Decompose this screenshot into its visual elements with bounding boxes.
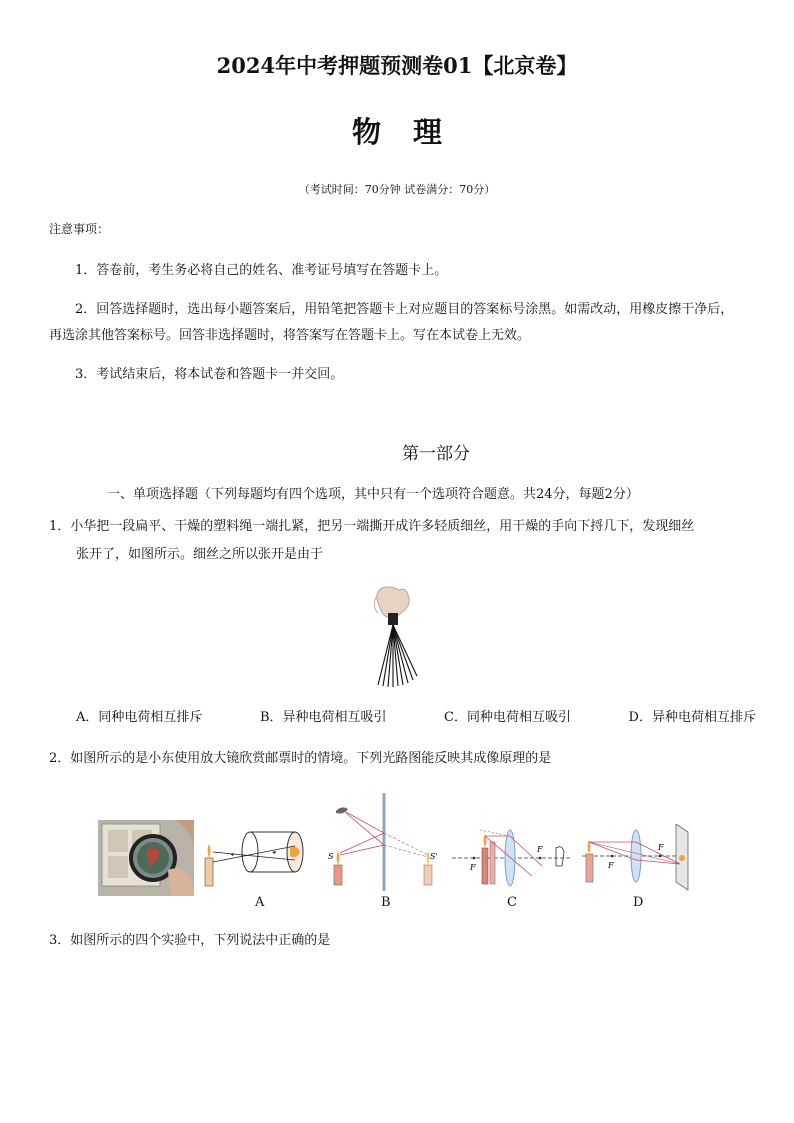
mark-s-prime: S'	[430, 852, 438, 861]
mark-f-left: F	[470, 863, 476, 872]
question-3	[49, 927, 749, 955]
exam-info: （考试时间：70分钟 试卷满分：70分）	[298, 183, 496, 196]
note-item: 3．考试结束后，将本试卷和答题卡一并交回。	[75, 367, 344, 382]
subject-title: 物理	[351, 115, 474, 149]
option-b[interactable]: B．异种电荷相互吸引	[259, 710, 387, 725]
question-number: 3．	[49, 933, 71, 948]
diagram-d-projection	[582, 824, 694, 892]
question-number: 1．	[49, 519, 71, 534]
notes-heading: 注意事项：	[49, 222, 110, 236]
question-number: 2．	[49, 751, 71, 766]
magnifier-stamp-photo	[98, 820, 194, 896]
diagram-c-convex-lens	[452, 826, 570, 892]
diagram-label-b: B	[381, 895, 391, 910]
mark-f-right: F	[658, 843, 664, 852]
question-text: 如图所示的四个实验中，下列说法中正确的是	[70, 933, 331, 948]
mark-s: S	[328, 852, 334, 861]
question-1	[49, 513, 749, 569]
paper-title: 2024年中考押题预测卷01【北京卷】	[216, 53, 578, 78]
mark-f-right: F	[537, 845, 543, 854]
diagram-label-d: D	[633, 895, 644, 910]
option-c[interactable]: C．同种电荷相互吸引	[444, 710, 571, 725]
option-a[interactable]: A．同种电荷相互排斥	[76, 710, 203, 725]
question-text-continued: 张开了，如图所示。细丝之所以张开是由于	[76, 547, 324, 562]
question-text: 如图所示的是小东使用放大镜欣赏邮票时的情境。下列光路图能反映其成像原理的是	[70, 751, 552, 766]
section-heading: 一、单项选择题（下列每题均有四个选项，其中只有一个选项符合题意。共24分，每题2分）	[107, 487, 639, 502]
part-title: 第一部分	[402, 444, 470, 464]
question-1-options	[76, 706, 756, 725]
diagram-label-a: A	[255, 895, 265, 910]
note-item: 2．回答选择题时，选出每小题答案后，用铅笔把答题卡上对应题目的答案标号涂黑。如需改动，用橡皮擦干净后，再选涂其他答案标号。回答非选择题时，将答案写在答题卡上。写在本试卷上无效。	[49, 302, 734, 343]
hand-with-strands-figure	[366, 585, 426, 690]
notes-list	[49, 258, 745, 401]
diagram-a-optics	[200, 822, 315, 890]
option-d[interactable]: D．异种电荷相互排斥	[628, 710, 756, 725]
mark-f-left: F	[608, 861, 614, 870]
diagram-label-c: C	[507, 895, 517, 910]
question-2	[49, 745, 749, 773]
question-text: 小华把一段扁平、干燥的塑料绳一端扎紧，把另一端撕开成许多轻质细丝，用干燥的手向下捋几下，发现细丝	[70, 519, 695, 534]
note-item: 1．答卷前，考生务必将自己的姓名、准考证号填写在答题卡上。	[75, 263, 448, 278]
diagram-b-plane-mirror	[326, 793, 444, 891]
